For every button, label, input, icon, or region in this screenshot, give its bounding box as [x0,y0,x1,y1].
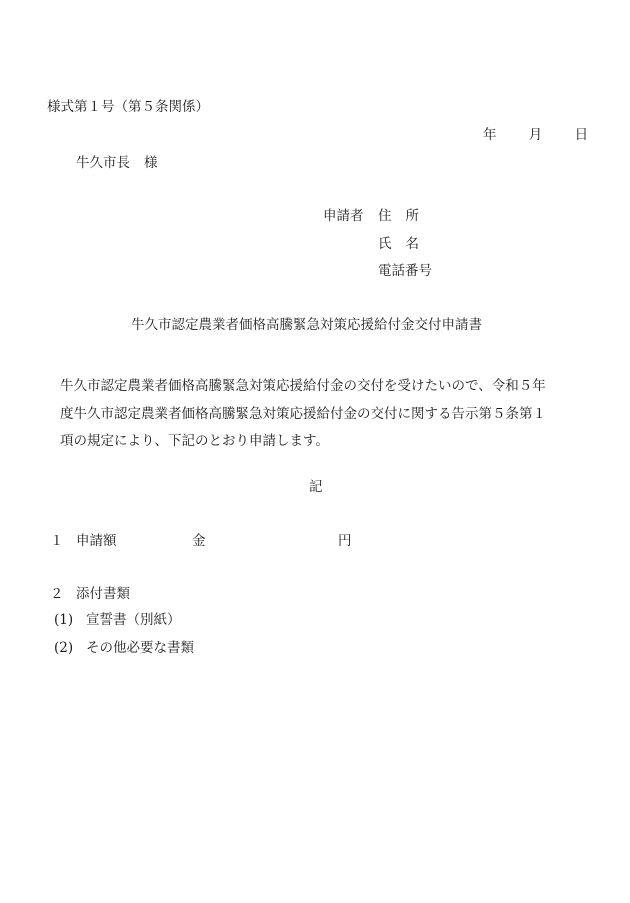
addressee-honorific: 様 [144,155,158,171]
attachment-marker: (2) [54,640,74,656]
attachment-item [54,614,181,628]
attachment-text: 宣誓書（別紙） [86,612,181,628]
date-month-label: 月 [528,127,543,143]
amount-unit: 円 [338,533,352,549]
applicant-label: 申請者 [323,208,364,224]
item-application-amount [50,535,352,549]
item-attachments [50,588,130,602]
attachment-marker: (1) [54,612,74,628]
item-label: 申請額 [76,533,117,549]
phone-label: 電話番号 [378,263,432,279]
date-year-label: 年 [483,127,497,143]
attachment-text: その他必要な書類 [86,640,194,656]
body-line: 項の規定により、下記のとおり申請します。 [60,433,329,449]
document-title: 牛久市認定農業者価格高騰緊急対策応援給付金交付申請書 [131,317,482,333]
form-number: 様式第１号（第５条関係） [47,99,209,115]
body-line: 度牛久市認定農業者価格高騰緊急対策応援給付金の交付に関する告示第５条第１ [60,405,546,422]
item-label: 添付書類 [76,586,130,602]
addressee-name: 牛久市長 [76,155,130,171]
date-line [483,129,588,143]
amount-kin: 金 [192,533,206,549]
item-number: ２ [50,586,64,602]
ki-heading: 記 [309,479,323,495]
item-number: １ [50,533,64,549]
body-line: 牛久市認定農業者価格高騰緊急対策応援給付金の交付を受けたいので、令和５年 [60,378,546,394]
attachment-item [54,642,194,656]
addressee [76,157,158,171]
body-paragraph [60,373,580,456]
date-day-label: 日 [574,127,589,143]
name-label: 氏名 [378,236,433,252]
address-label: 住所 [378,208,433,224]
